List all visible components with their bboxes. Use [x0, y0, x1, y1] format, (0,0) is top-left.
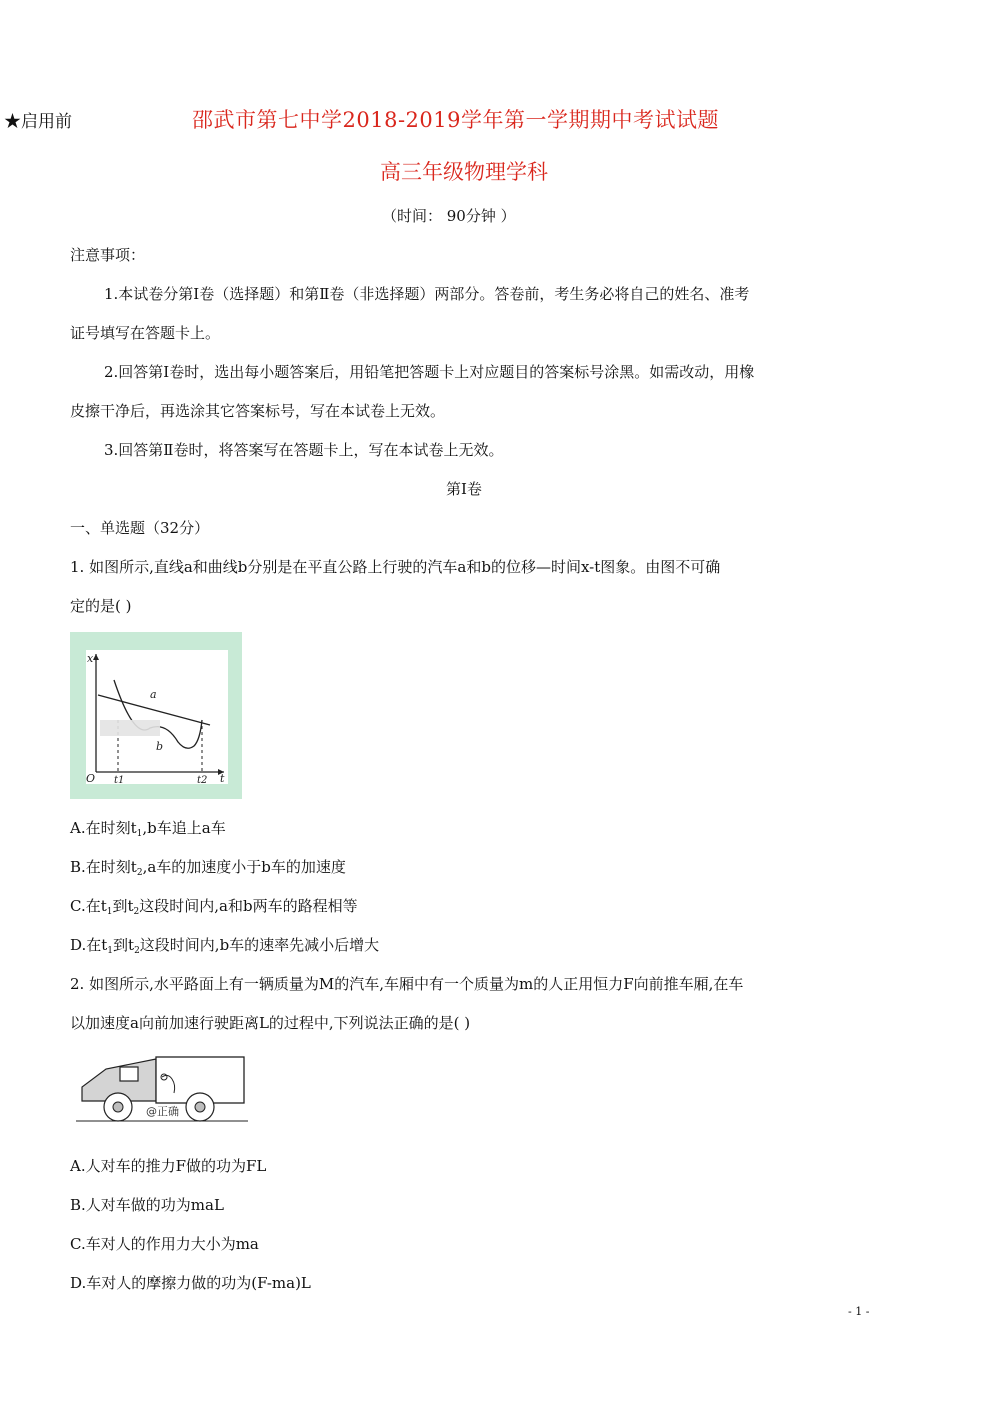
figure-watermark: @正确: [146, 1105, 179, 1118]
notice-item-1: 1.本试卷分第Ⅰ卷（选择题）和第Ⅱ卷（非选择题）两部分。答卷前，考生务必将自己的姓名、准考: [104, 285, 750, 303]
question-2-option-a: A.人对车的推力F做的功为FL: [70, 1157, 267, 1175]
notice-item-2-cont: 皮擦干净后，再选涂其它答案标号，写在本试卷上无效。: [70, 402, 446, 420]
question-1-stem: 1. 如图所示,直线a和曲线b分别是在平直公路上行驶的汽车a和b的位移—时间x-t图象。由图不可确: [70, 558, 721, 576]
notice-item-2: 2.回答第Ⅰ卷时，选出每小题答案后，用铅笔把答题卡上对应题目的答案标号涂黑。如需改动，用橡: [104, 363, 755, 381]
question-1-option-d: D.在$t_1$到$t_2$这段时间内,b车的速率先减小后增大: [70, 936, 380, 956]
notice-item-3: 3.回答第Ⅱ卷时，将答案写在答题卡上，写在本试卷上无效。: [104, 441, 504, 459]
origin-label: O: [86, 772, 96, 784]
question-2-stem: 2. 如图所示,水平路面上有一辆质量为M的汽车,车厢中有一个质量为m的人正用恒力F向前推车厢,在车: [70, 975, 744, 993]
exam-title: 邵武市第七中学2018-2019学年第一学期期中考试试题: [192, 108, 719, 132]
x-axis-label: x: [87, 652, 94, 665]
xt-graph-figure: [70, 632, 242, 799]
watermark-smudge: [100, 720, 160, 736]
question-1-option-b: B.在时刻$t_2,a$车的加速度小于b车的加速度: [70, 858, 346, 878]
t1-label: t1: [114, 775, 125, 784]
rear-wheel-hub: [195, 1102, 205, 1112]
part-heading: 一、单选题（32分）: [70, 519, 210, 537]
t-axis-label: t: [220, 772, 225, 784]
curve-b-label: b: [156, 740, 164, 753]
exam-subtitle: 高三年级物理学科: [380, 160, 548, 184]
question-2-stem-cont: 以加速度a向前加速行驶距离L的过程中,下列说法正确的是( ): [70, 1014, 471, 1032]
front-wheel-hub: [113, 1102, 123, 1112]
volume-heading: 第Ⅰ卷: [446, 480, 482, 498]
cab-window: [120, 1067, 138, 1081]
notice-heading: 注意事项：: [70, 246, 146, 264]
question-2-option-c: C.车对人的作用力大小为ma: [70, 1235, 259, 1253]
confidential-tag: ★启用前: [4, 112, 72, 132]
question-2-option-b: B.人对车做的功为maL: [70, 1196, 224, 1214]
exam-duration: （时间： 90分钟 ）: [382, 207, 516, 225]
question-2-option-d: D.车对人的摩擦力做的功为(F-ma)L: [70, 1274, 311, 1292]
t2-label: t2: [197, 775, 208, 784]
truck-figure: [76, 1055, 248, 1125]
question-1-stem-cont: 定的是( ): [70, 597, 132, 615]
truck-drawing: [76, 1055, 248, 1125]
xt-graph: [86, 650, 228, 784]
question-1-option-a: A.在时刻$t_1,b$车追上a车: [70, 819, 226, 839]
line-a-label: a: [150, 688, 157, 701]
question-1-option-c: C.在$t_1$到$t_2$这段时间内,a和b两车的路程相等: [70, 897, 358, 917]
page-number: - 1 -: [848, 1305, 870, 1318]
notice-item-1-cont: 证号填写在答题卡上。: [70, 324, 221, 342]
